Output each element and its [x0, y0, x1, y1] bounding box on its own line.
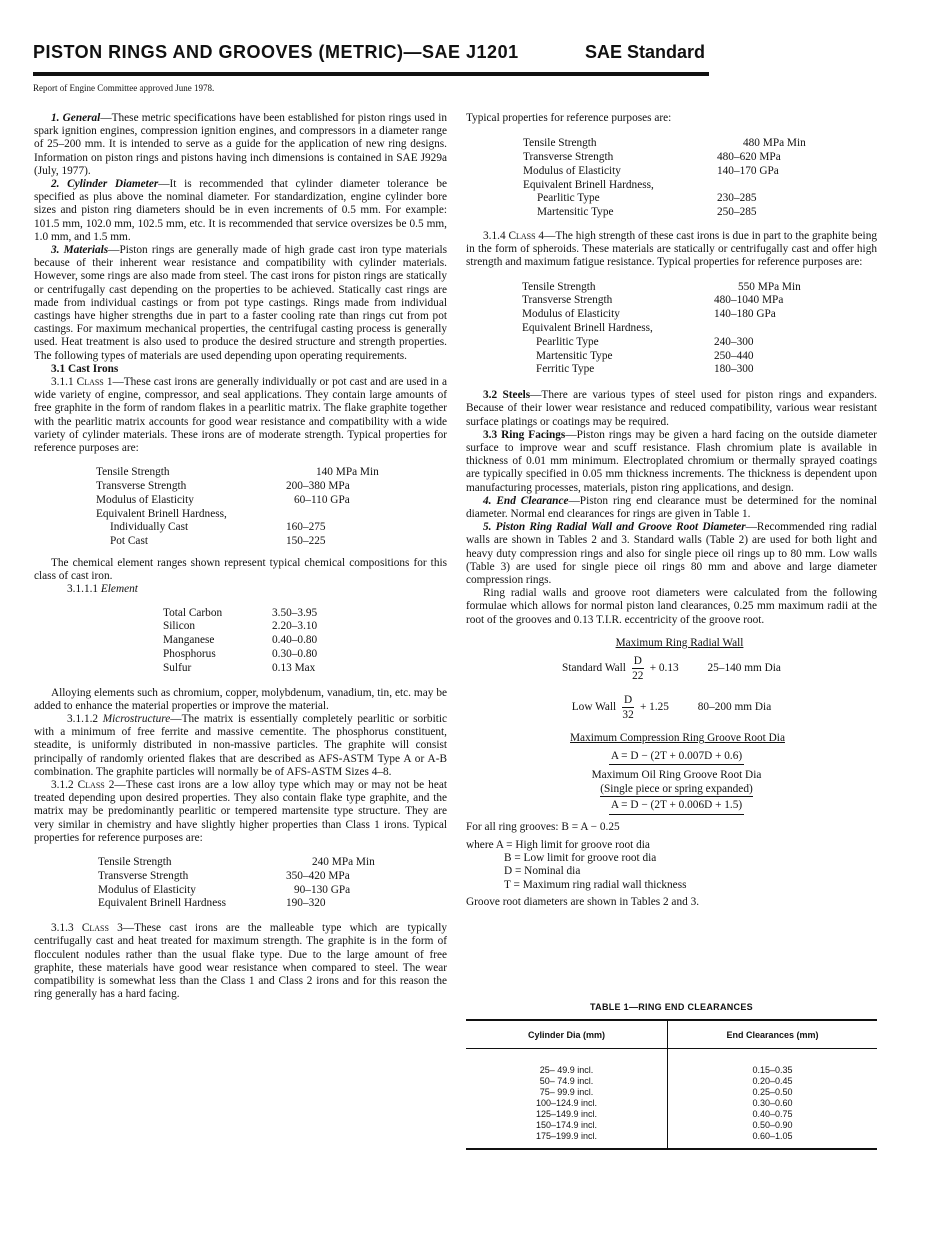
- table-row: Total Carbon 3.50–3.95: [163, 606, 318, 619]
- calc-paragraph: Ring radial walls and groove root diameters were calculated from the following formulae which allows for normal piston land clearances, 0.25 mm maximum radii at the root of the grooves and 0.13 T.I.R. eccentricity of the groove root.: [466, 587, 877, 626]
- table-row: Transverse Strength 480–1040 MPa: [522, 294, 784, 307]
- oil-groove-subtitle: (Single piece or spring expanded): [466, 783, 877, 798]
- class3-properties-table: [523, 137, 806, 220]
- table-row: Equivalent Brinell Hardness 190–320: [98, 897, 326, 910]
- facings-paragraph: 3.3 Ring Facings—Piston rings may be given a hard facing on the outside diameter surface to improve wear and scuff resistance. Flash chromium plate is available in thickness of 0.01 mm minimum. Electroplated chromium or thermally sprayed coatings are typically specified in 0.05 mm thickness increments. The thickness is dependent upon manufacturing processes, materials, piston ring applications, and design.: [466, 428, 878, 494]
- table-row: Modulus of Elasticity 140–170 GPa: [523, 164, 779, 177]
- table-row: 100–124.9 incl. 0.30–0.60: [466, 1098, 877, 1109]
- table-header-row: [466, 1020, 877, 1049]
- where-line-a: where A = High limit for groove root dia: [466, 839, 650, 852]
- table-row: Tensile Strength 480 MPa Min: [523, 137, 806, 150]
- oil-groove-title: Maximum Oil Ring Groove Root Dia: [591, 769, 762, 782]
- table-row: Pot Cast 150–225: [110, 535, 326, 548]
- element-table: [163, 607, 317, 676]
- oil-groove-formula: A = D − (2T + 0.006D + 1.5): [609, 799, 744, 815]
- right-column: [466, 112, 877, 909]
- element-heading: 3.1.1.1 Element: [67, 583, 138, 596]
- section-materials: 3. Materials—Piston rings are generally made of high grade cast iron type materials because of their inherent wear resistance and compatibility with cylinder materials. However, some rings are also made from steel. The cast irons for piston rings are statically or centrifugally cast depending on the properties to be achieved. Statically cast rings are made from individual castings or from pot type castings. Rings made from individual castings have higher strengths due in part to a faster cooling rate than rings cut from pot castings. For maximum mechanical properties, the centrifugal casting process is generally used. Heat treatment is also used to produce the desired structure and strength properties. The following types of materials are used depending upon operating requirements.: [34, 244, 447, 362]
- column-header-cylinder-dia: Cylinder Dia (mm): [466, 1020, 668, 1049]
- table-row: Manganese 0.40–0.80: [163, 634, 318, 647]
- class1-properties-table: [96, 466, 379, 549]
- table-row: Martensitic Type 250–285: [537, 206, 757, 219]
- class1-paragraph: 3.1.1 Class 1—These cast irons are generally individually or pot cast and are used in a wide variety of engine, compressor, and seal applications. They contain large amounts of free graphite in the form of random flakes in a pearlitic matrix. The flake graphite together with the pearlitic matrix accounts for good wear resistance and compatibility with a wide variety of cylinder materials. These irons are of moderate strength. Typical properties for reference purposes are:: [34, 376, 447, 455]
- steels-paragraph: 3.2 Steels—There are various types of steel used for piston rings and expanders. Because of their lower wear resistance and reduced compatibility, various wear resistant surface platings or coatings may be required.: [466, 389, 877, 428]
- low-wall-formula: Low Wall $\frac{D}{32}$ + 1.25 80–200 mm Dia: [571, 694, 772, 722]
- class3-paragraph: 3.1.3 Class 3—These cast irons are the malleable type which are typically centrifugally cast and heat treated for maximum strength. The graphite is in the form of flocculent nodules rather than the usual flake type. Due to the large amount of free graphite, these materials have good wear resistance when compared to steel. The wear compatibility is somewhat less than the Class 1 and Class 2 irons and for this reason the ring generally has a hard facing.: [34, 922, 447, 1001]
- typical-intro: Typical properties for reference purposes are:: [466, 112, 672, 124]
- compression-groove-formula: A = D − (2T + 0.007D + 0.6): [609, 750, 744, 766]
- section-general: 1. General—These metric specifications have been established for piston rings used in spark ignition engines, compression ignition engines, and compressors in a diameter range of 25–200 mm. It is intended to serve as a guide for the application of new ring designs. Information on piston rings and pistons having inch dimensions is contained in SAE J929a (July, 1977).: [34, 112, 447, 177]
- where-line-b: B = Low limit for groove root dia: [504, 852, 657, 865]
- microstructure-paragraph: 3.1.1.2 Microstructure—The matrix is essentially completely pearlitic or sorbitic with a minimum of free ferrite and massive cementite. The phosphorus constituent, steadite, is uniformly distributed in non-massive particles. The graphite will consist principally of randomly oriented flakes that are described as AFS-ASTM Type A or A-B combination. The graphite particles will normally be of AFS-ASTM Sizes 4–8.: [34, 713, 447, 778]
- table-row: Phosphorus 0.30–0.80: [163, 648, 318, 661]
- table-row: Equivalent Brinell Hardness,: [96, 507, 227, 520]
- max-wall-title: Maximum Ring Radial Wall: [615, 636, 744, 649]
- table-row: Transverse Strength 350–420 MPa: [98, 869, 350, 882]
- table-row: Tensile Strength 550 MPa Min: [522, 280, 801, 293]
- table-row: 50– 74.9 incl. 0.20–0.45: [466, 1076, 877, 1087]
- table-row: Martensitic Type 250–440: [536, 349, 754, 362]
- table-row: Tensile Strength 240 MPa Min: [98, 856, 375, 869]
- table-row: Equivalent Brinell Hardness,: [522, 321, 653, 334]
- table-row: Silicon 2.20–3.10: [163, 620, 318, 633]
- table-row: 150–174.9 incl. 0.50–0.90: [466, 1120, 877, 1131]
- table-row: Transverse Strength 480–620 MPa: [523, 151, 781, 163]
- class4-properties-table: [522, 281, 801, 378]
- table-row: Pearlitic Type 230–285: [537, 192, 757, 205]
- end-clearance-paragraph: 4. End Clearance—Piston ring end clearance must be determined for the nominal diameter. Normal end clearances for rings are given in Table 1.: [466, 494, 878, 520]
- header-rule: [33, 72, 709, 76]
- formula-block: [466, 637, 877, 815]
- table-row: 175–199.9 incl. 0.60–1.05: [466, 1131, 877, 1149]
- report-note: Report of Engine Committee approved June 1978.: [33, 83, 215, 93]
- table1-title: TABLE 1—RING END CLEARANCES: [590, 1002, 753, 1012]
- table-row: Modulus of Elasticity 90–130 GPa: [98, 883, 351, 896]
- table-row: Modulus of Elasticity 60–110 GPa: [96, 493, 350, 506]
- section-cylinder-diameter: 2. Cylinder Diameter—It is recommended that cylinder diameter tolerance be specified as plus above the nominal diameter. For standardization, engine cylinder bore sizes and piston ring diameters should be in even increments of 0.5 mm. For example: 101.5 mm, 102.0 mm, 102.5 mm, etc. It is recommended that service oversizes be 0.5 mm, 1.0 mm, and 1.5 mm.: [34, 178, 447, 243]
- where-line-t: T = Maximum ring radial wall thickness: [504, 878, 687, 891]
- standard-label: SAE Standard: [584, 42, 705, 62]
- table-row: Individually Cast 160–275: [110, 521, 326, 534]
- groove-note: Groove root diameters are shown in Tables 2 and 3.: [466, 895, 700, 908]
- table-row: Tensile Strength 140 MPa Min: [96, 466, 379, 479]
- standard-wall-formula: Standard Wall $\frac{D}{22}$ + 0.13 25–140 mm Dia: [562, 655, 781, 683]
- cast-irons-heading: 3.1 Cast Irons: [51, 362, 119, 375]
- radial-wall-paragraph: 5. Piston Ring Radial Wall and Groove Root Diameter—Recommended ring radial walls are shown in Tables 2 and 3. Standard walls (Table 2) are used for both light and heavy duty compression rings and also for single piece oil rings up to 80 mm. Low walls (Table 3) are used for single piece oil rings 80 mm and above and large diameter compression rings.: [466, 521, 877, 587]
- class4-paragraph: 3.1.4 Class 4—The high strength of these cast irons is due in part to the graphite being in the form of spheroids. These materials are statically or centrifugally cast and offer high strength and maximum fatigue resistance. Typical properties for reference purposes are:: [466, 229, 877, 269]
- left-column: [34, 112, 447, 1002]
- page-header: [33, 42, 709, 70]
- table-row: Transverse Strength 200–380 MPa: [96, 480, 350, 493]
- class2-properties-table: [98, 856, 375, 911]
- compression-groove-title: Maximum Compression Ring Groove Root Dia: [570, 732, 785, 745]
- ring-end-clearances-table: [466, 1019, 877, 1150]
- table-row: Pearlitic Type 240–300: [536, 335, 754, 348]
- table-row: Sulfur 0.13 Max: [163, 661, 316, 674]
- column-header-end-clearances: End Clearances (mm): [668, 1020, 878, 1049]
- where-line-d: D = Nominal dia: [504, 865, 581, 878]
- class2-paragraph: 3.1.2 Class 2—These cast irons are a low alloy type which may or may not be heat treated depending upon desired properties. They also contain flake type graphite, and the matrix may be predominantly pearlitic or tempered martensite type structure. They are very similar in chemistry and have slightly higher properties than Class 1 irons. Typical properties for reference purposes are:: [34, 779, 448, 844]
- alloying-paragraph: Alloying elements such as chromium, copper, molybdenum, vanadium, tin, etc. may be added to enhance the material properties or improve the material.: [34, 686, 447, 712]
- document-title: PISTON RINGS AND GROOVES (METRIC)—SAE J1201: [33, 42, 519, 62]
- table-row: 125–149.9 incl. 0.40–0.75: [466, 1109, 877, 1120]
- table-row: Equivalent Brinell Hardness,: [523, 178, 654, 191]
- all-grooves-formula: For all ring grooves: B = A − 0.25: [466, 820, 620, 833]
- table-row: 25– 49.9 incl. 0.15–0.35: [466, 1049, 877, 1077]
- table-row: Ferritic Type 180–300: [536, 363, 754, 376]
- table-row: Modulus of Elasticity 140–180 GPa: [522, 308, 776, 321]
- table-row: 75– 99.9 incl. 0.25–0.50: [466, 1087, 877, 1098]
- chemical-paragraph: The chemical element ranges shown represent typical chemical compositions for this class of cast iron.: [34, 557, 447, 583]
